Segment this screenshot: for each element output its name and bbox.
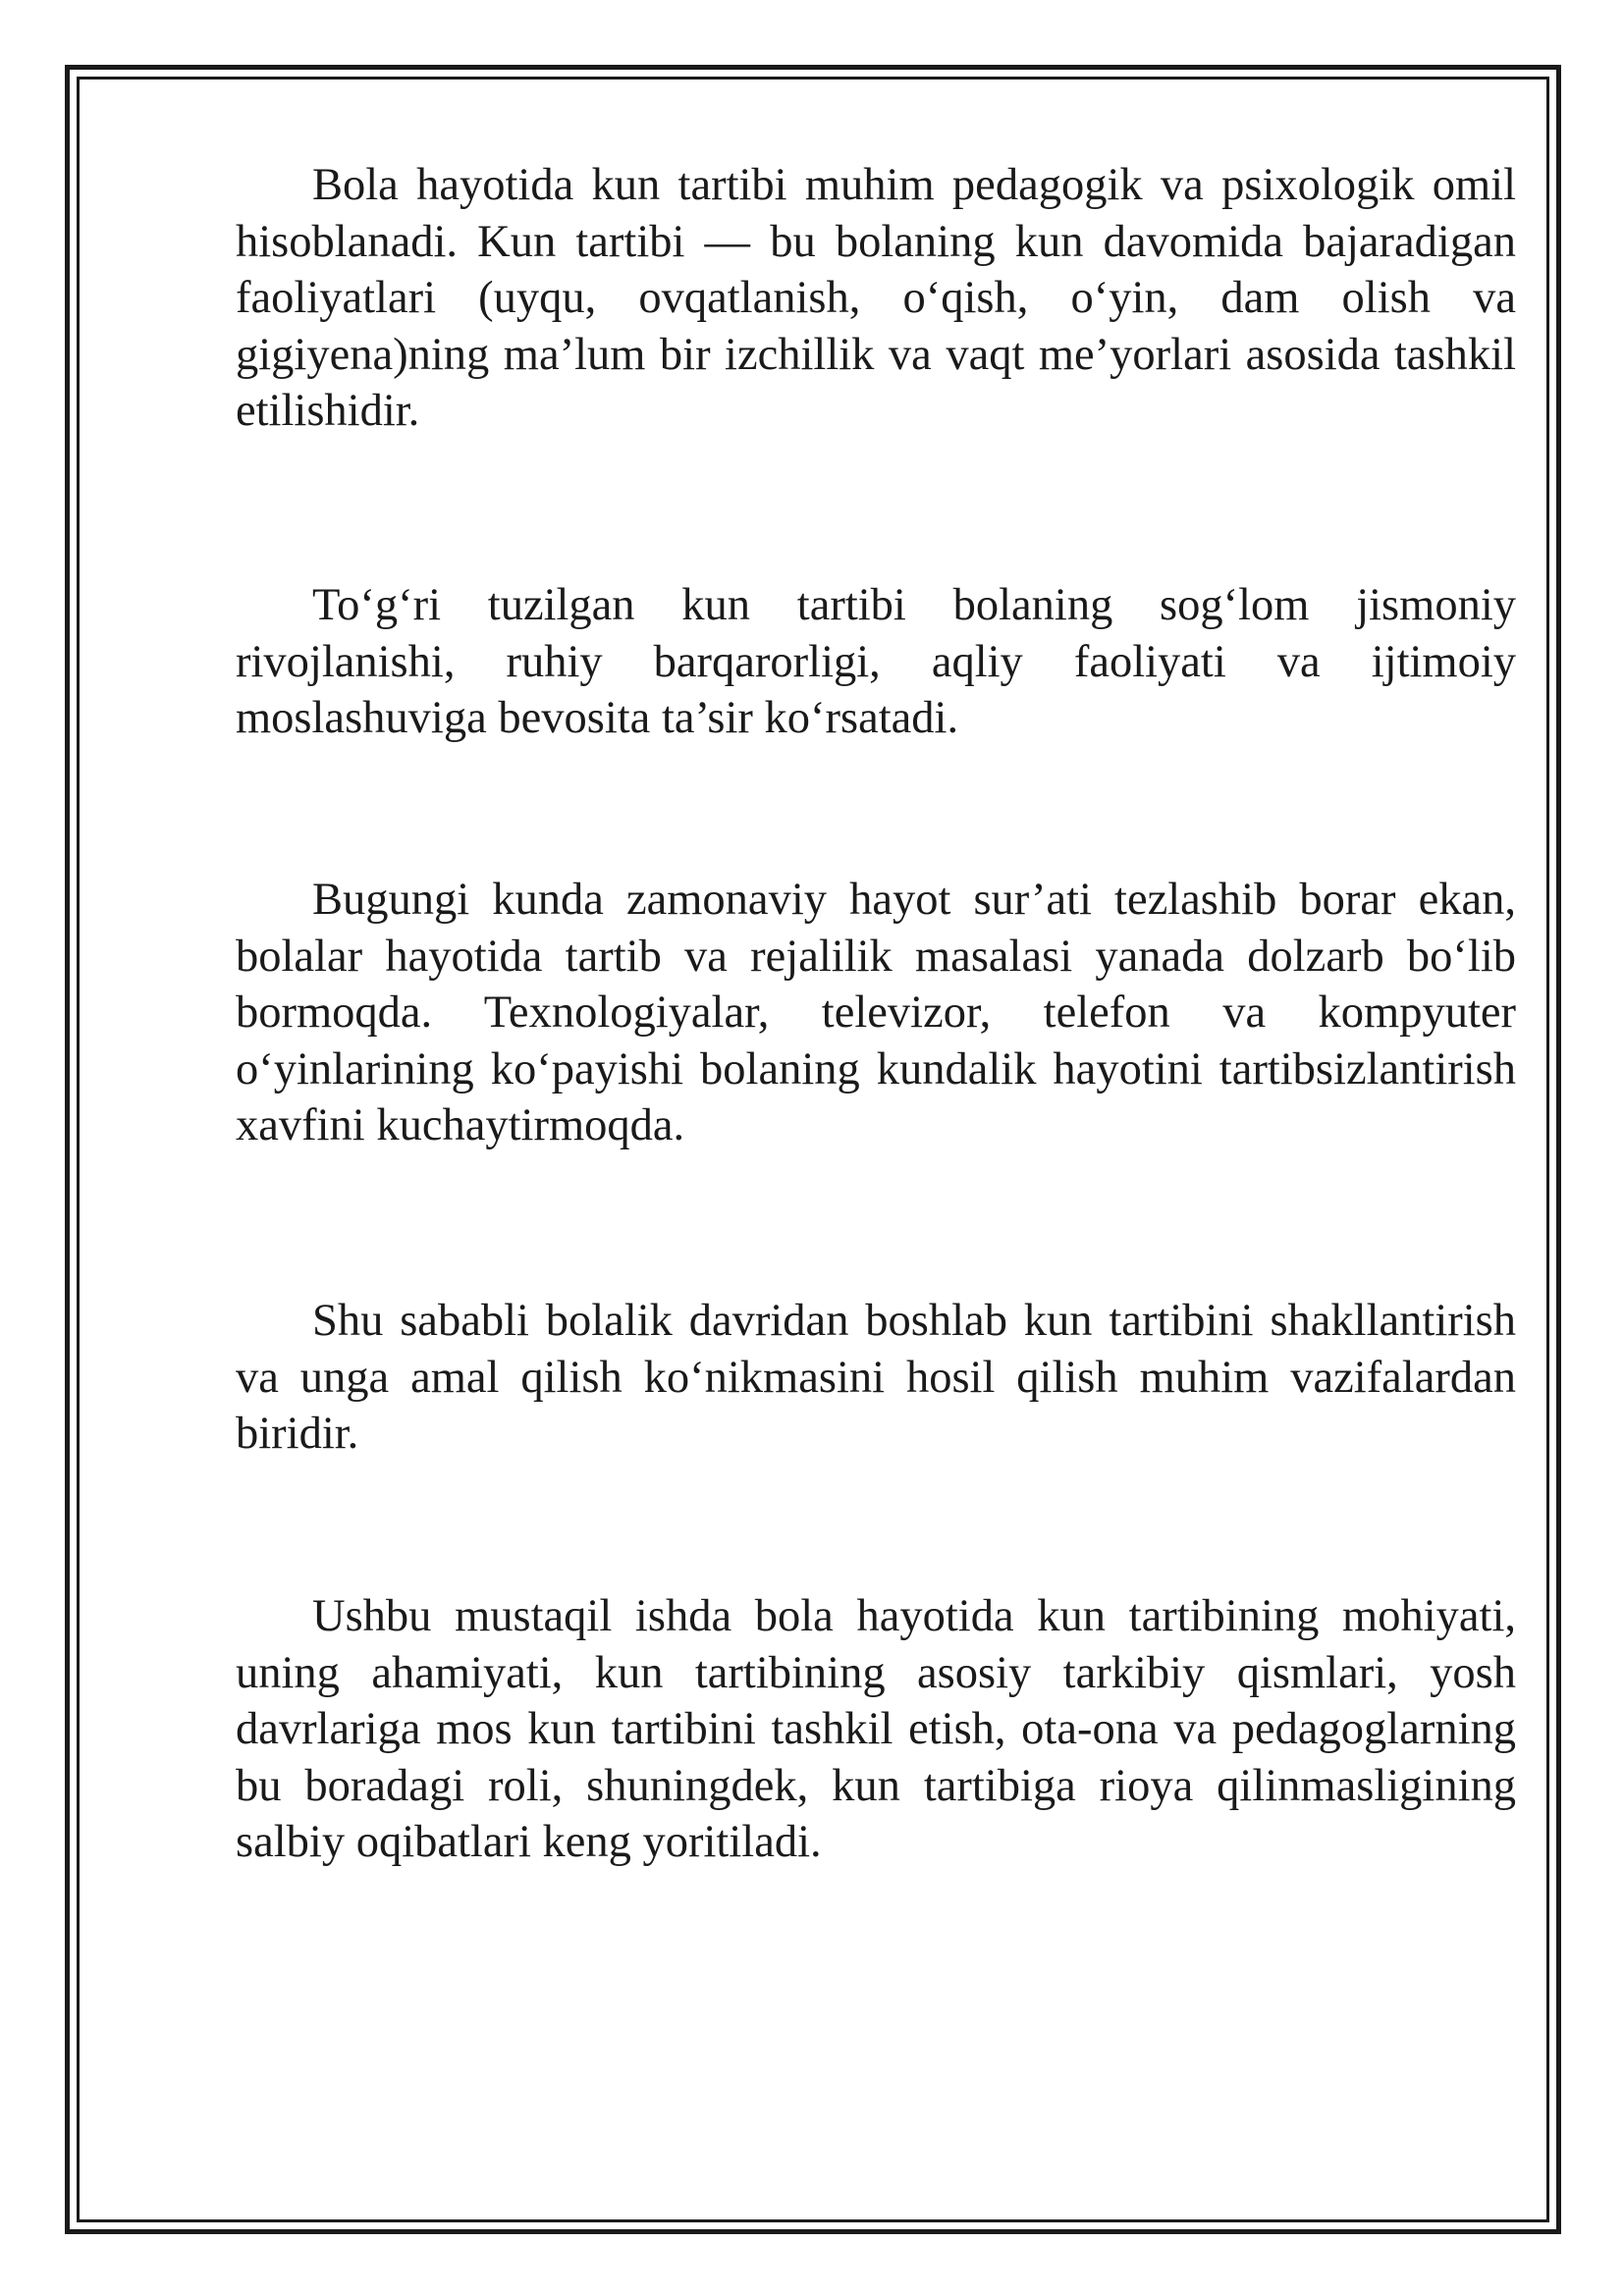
- paragraph-1: Bola hayotida kun tartibi muhim pedagogik va psixologik omil hisoblanadi. Kun tartibi — bu bolaning kun davomida bajaradigan faoliyatlari (uyqu, ovqatlanish, o‘qish, o‘yin, dam olish va gigiyena)ning ma’lum bir izchillik va vaqt me’yorlari asosida tashkil etilishidir.: [236, 160, 1516, 436]
- paragraph-4: Shu sababli bolalik davridan boshlab kun tartibini shakllantirish va unga amal qilish ko‘nikmasini hosil qilish muhim vazifalardan biridir.: [236, 1296, 1516, 1459]
- paragraph-2: To‘g‘ri tuzilgan kun tartibi bolaning sog‘lom jismoniy rivojlanishi, ruhiy barqarorligi, aqliy faoliyati va ijtimoiy moslashuviga bevosita ta’sir ko‘rsatadi.: [236, 580, 1516, 743]
- paragraph-3: Bugungi kunda zamonaviy hayot sur’ati tezlashib borar ekan, bolalar hayotida tartib va rejalilik masalasi yanada dolzarb bo‘lib bormoqda. Texnologiyalar, televizor, telefon va kompyuter o‘yinlarining ko‘payishi bolaning kundalik hayotini tartibsizlantirish xavfini kuchaytirmoqda.: [236, 875, 1516, 1150]
- paragraph-5: Ushbu mustaqil ishda bola hayotida kun tartibining mohiyati, uning ahamiyati, kun tartibining asosiy tarkibiy qismlari, yosh davrlariga mos kun tartibini tashkil etish, ota-ona va pedagoglarning bu boradagi roli, shuningdek, kun tartibiga rioya qilinmasligining salbiy oqibatlari keng yoritiladi.: [236, 1591, 1516, 1867]
